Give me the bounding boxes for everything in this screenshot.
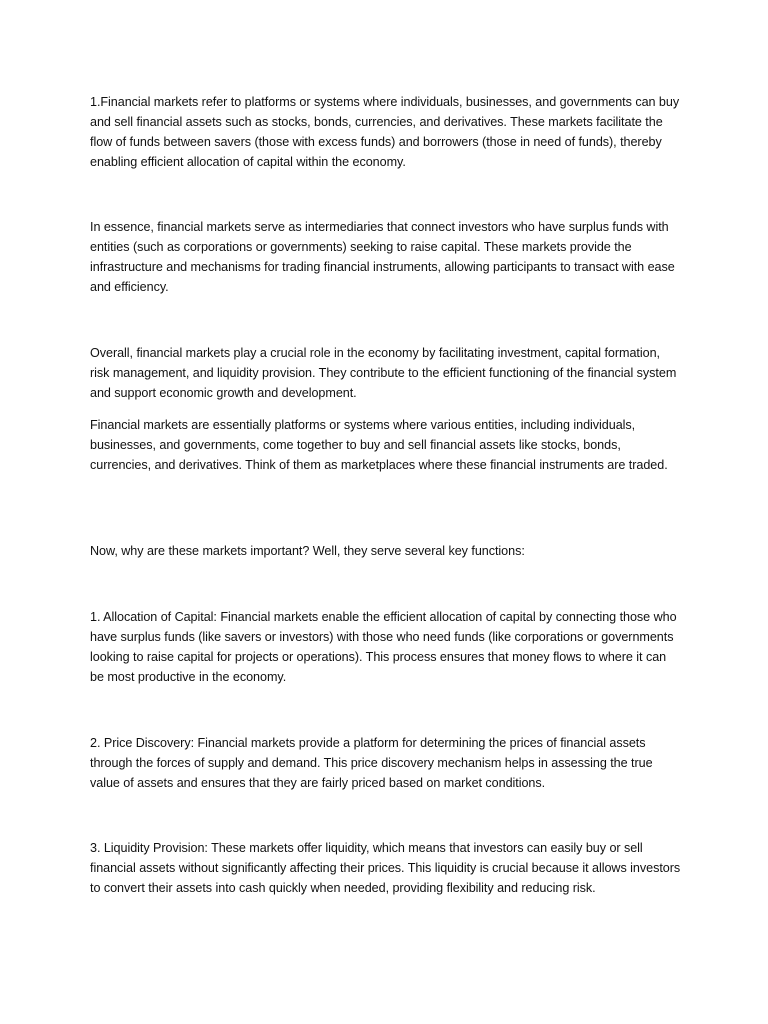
paragraph-allocation-of-capital: 1. Allocation of Capital: Financial markets enable the efficient allocation of capital by connecting those who have surplus funds (like savers or investors) with those who need funds (like corporations or governments looking to raise capital for projects or operations). This process ensures that money flows to where it can be most productive in the economy. — [90, 610, 677, 684]
paragraph-overall: Overall, financial markets play a crucial role in the economy by facilitating investment, capital formation, risk management, and liquidity provision. They contribute to the efficient functioning of the financial system and support economic growth and development. — [90, 346, 677, 400]
paragraph-liquidity-provision: 3. Liquidity Provision: These markets offer liquidity, which means that investors can easily buy or sell financial assets without significantly affecting their prices. This liquidity is crucial because it allows investors to convert their assets into cash quickly when needed, providing flexibility and reducing risk. — [90, 841, 681, 895]
paragraph-importance-intro: Now, why are these markets important? Well, they serve several key functions: — [90, 544, 525, 558]
paragraph-price-discovery: 2. Price Discovery: Financial markets provide a platform for determining the prices of financial assets through the forces of supply and demand. This price discovery mechanism helps in assessing the true value of assets and ensures that they are fairly priced based on market conditions. — [90, 736, 653, 790]
paragraph-essence: In essence, financial markets serve as intermediaries that connect investors who have surplus funds with entities (such as corporations or governments) seeking to raise capital. These markets provide the infrastructure and mechanisms for trading financial instruments, allowing participants to transact with ease and efficiency. — [90, 220, 675, 294]
paragraph-essentially: Financial markets are essentially platforms or systems where various entities, including individuals, businesses, and governments, come together to buy and sell financial assets like stocks, bonds, currencies, and derivatives. Think of them as marketplaces where these financial instruments are traded. — [90, 418, 668, 472]
paragraph-definition: 1.Financial markets refer to platforms or systems where individuals, businesses, and governments can buy and sell financial assets such as stocks, bonds, currencies, and derivatives. These markets facilitate the flow of funds between savers (those with excess funds) and borrowers (those in need of funds), thereby enabling efficient allocation of capital within the economy. — [90, 95, 680, 169]
